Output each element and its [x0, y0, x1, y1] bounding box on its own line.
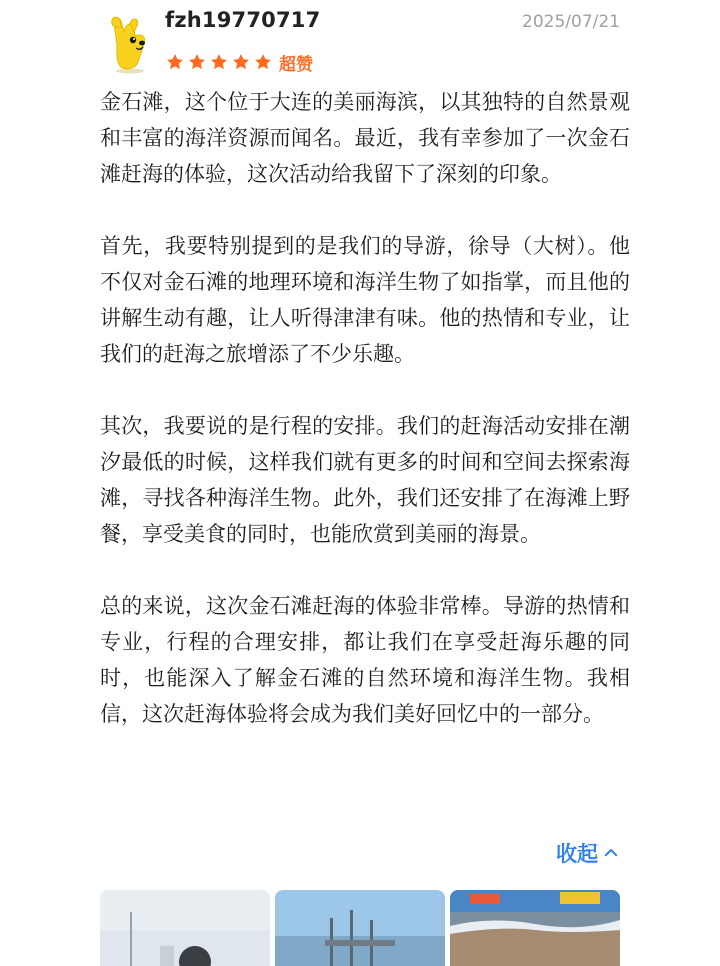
collapse-label: 收起	[556, 842, 598, 866]
star-icon	[253, 52, 273, 72]
review-photo-1[interactable]	[100, 890, 270, 966]
review-paragraph: 其次，我要说的是行程的安排。我们的赶海活动安排在潮汐最低的时候，这样我们就有更多的时间和空间去探索海滩，寻找各种海洋生物。此外，我们还安排了在海滩上野餐，享受美食的同时，也能欣赏到美丽的海景。	[100, 414, 630, 546]
review-paragraph: 总的来说，这次金石滩赶海的体验非常棒。导游的热情和专业，行程的合理安排，都让我们在享受赶海乐趣的同时，也能深入了解金石滩的自然环境和海洋生物。我相信，这次赶海体验将会成为我们美好回忆中的一部分。	[100, 594, 630, 726]
rating-label: 超赞	[279, 54, 313, 75]
avatar[interactable]	[100, 14, 156, 74]
collapse-button[interactable]	[556, 838, 620, 868]
review-photo-3[interactable]	[450, 890, 620, 966]
photo-strip	[100, 890, 620, 960]
chevron-up-icon	[602, 844, 620, 862]
star-rating	[165, 50, 313, 74]
review-paragraph: 首先，我要特别提到的是我们的导游，徐导（大树）。他不仅对金石滩的地理环境和海洋生物了如指掌，而且他的讲解生动有趣，让人听得津津有味。他的热情和专业，让我们的赶海之旅增添了不少乐趣。	[100, 234, 630, 366]
username[interactable]: fzh19770717	[165, 8, 321, 32]
star-icon	[187, 52, 207, 72]
review-paragraph: 金石滩，这个位于大连的美丽海滨，以其独特的自然景观和丰富的海洋资源而闻名。最近，我有幸参加了一次金石滩赶海的体验，这次活动给我留下了深刻的印象。	[100, 90, 630, 186]
review-text	[100, 84, 630, 732]
star-icon	[209, 52, 229, 72]
cartoon-hand-icon	[100, 14, 156, 74]
review-photo-2[interactable]	[275, 890, 445, 966]
star-icon	[165, 52, 185, 72]
star-icon	[231, 52, 251, 72]
review-date: 2025/07/21	[522, 12, 620, 32]
